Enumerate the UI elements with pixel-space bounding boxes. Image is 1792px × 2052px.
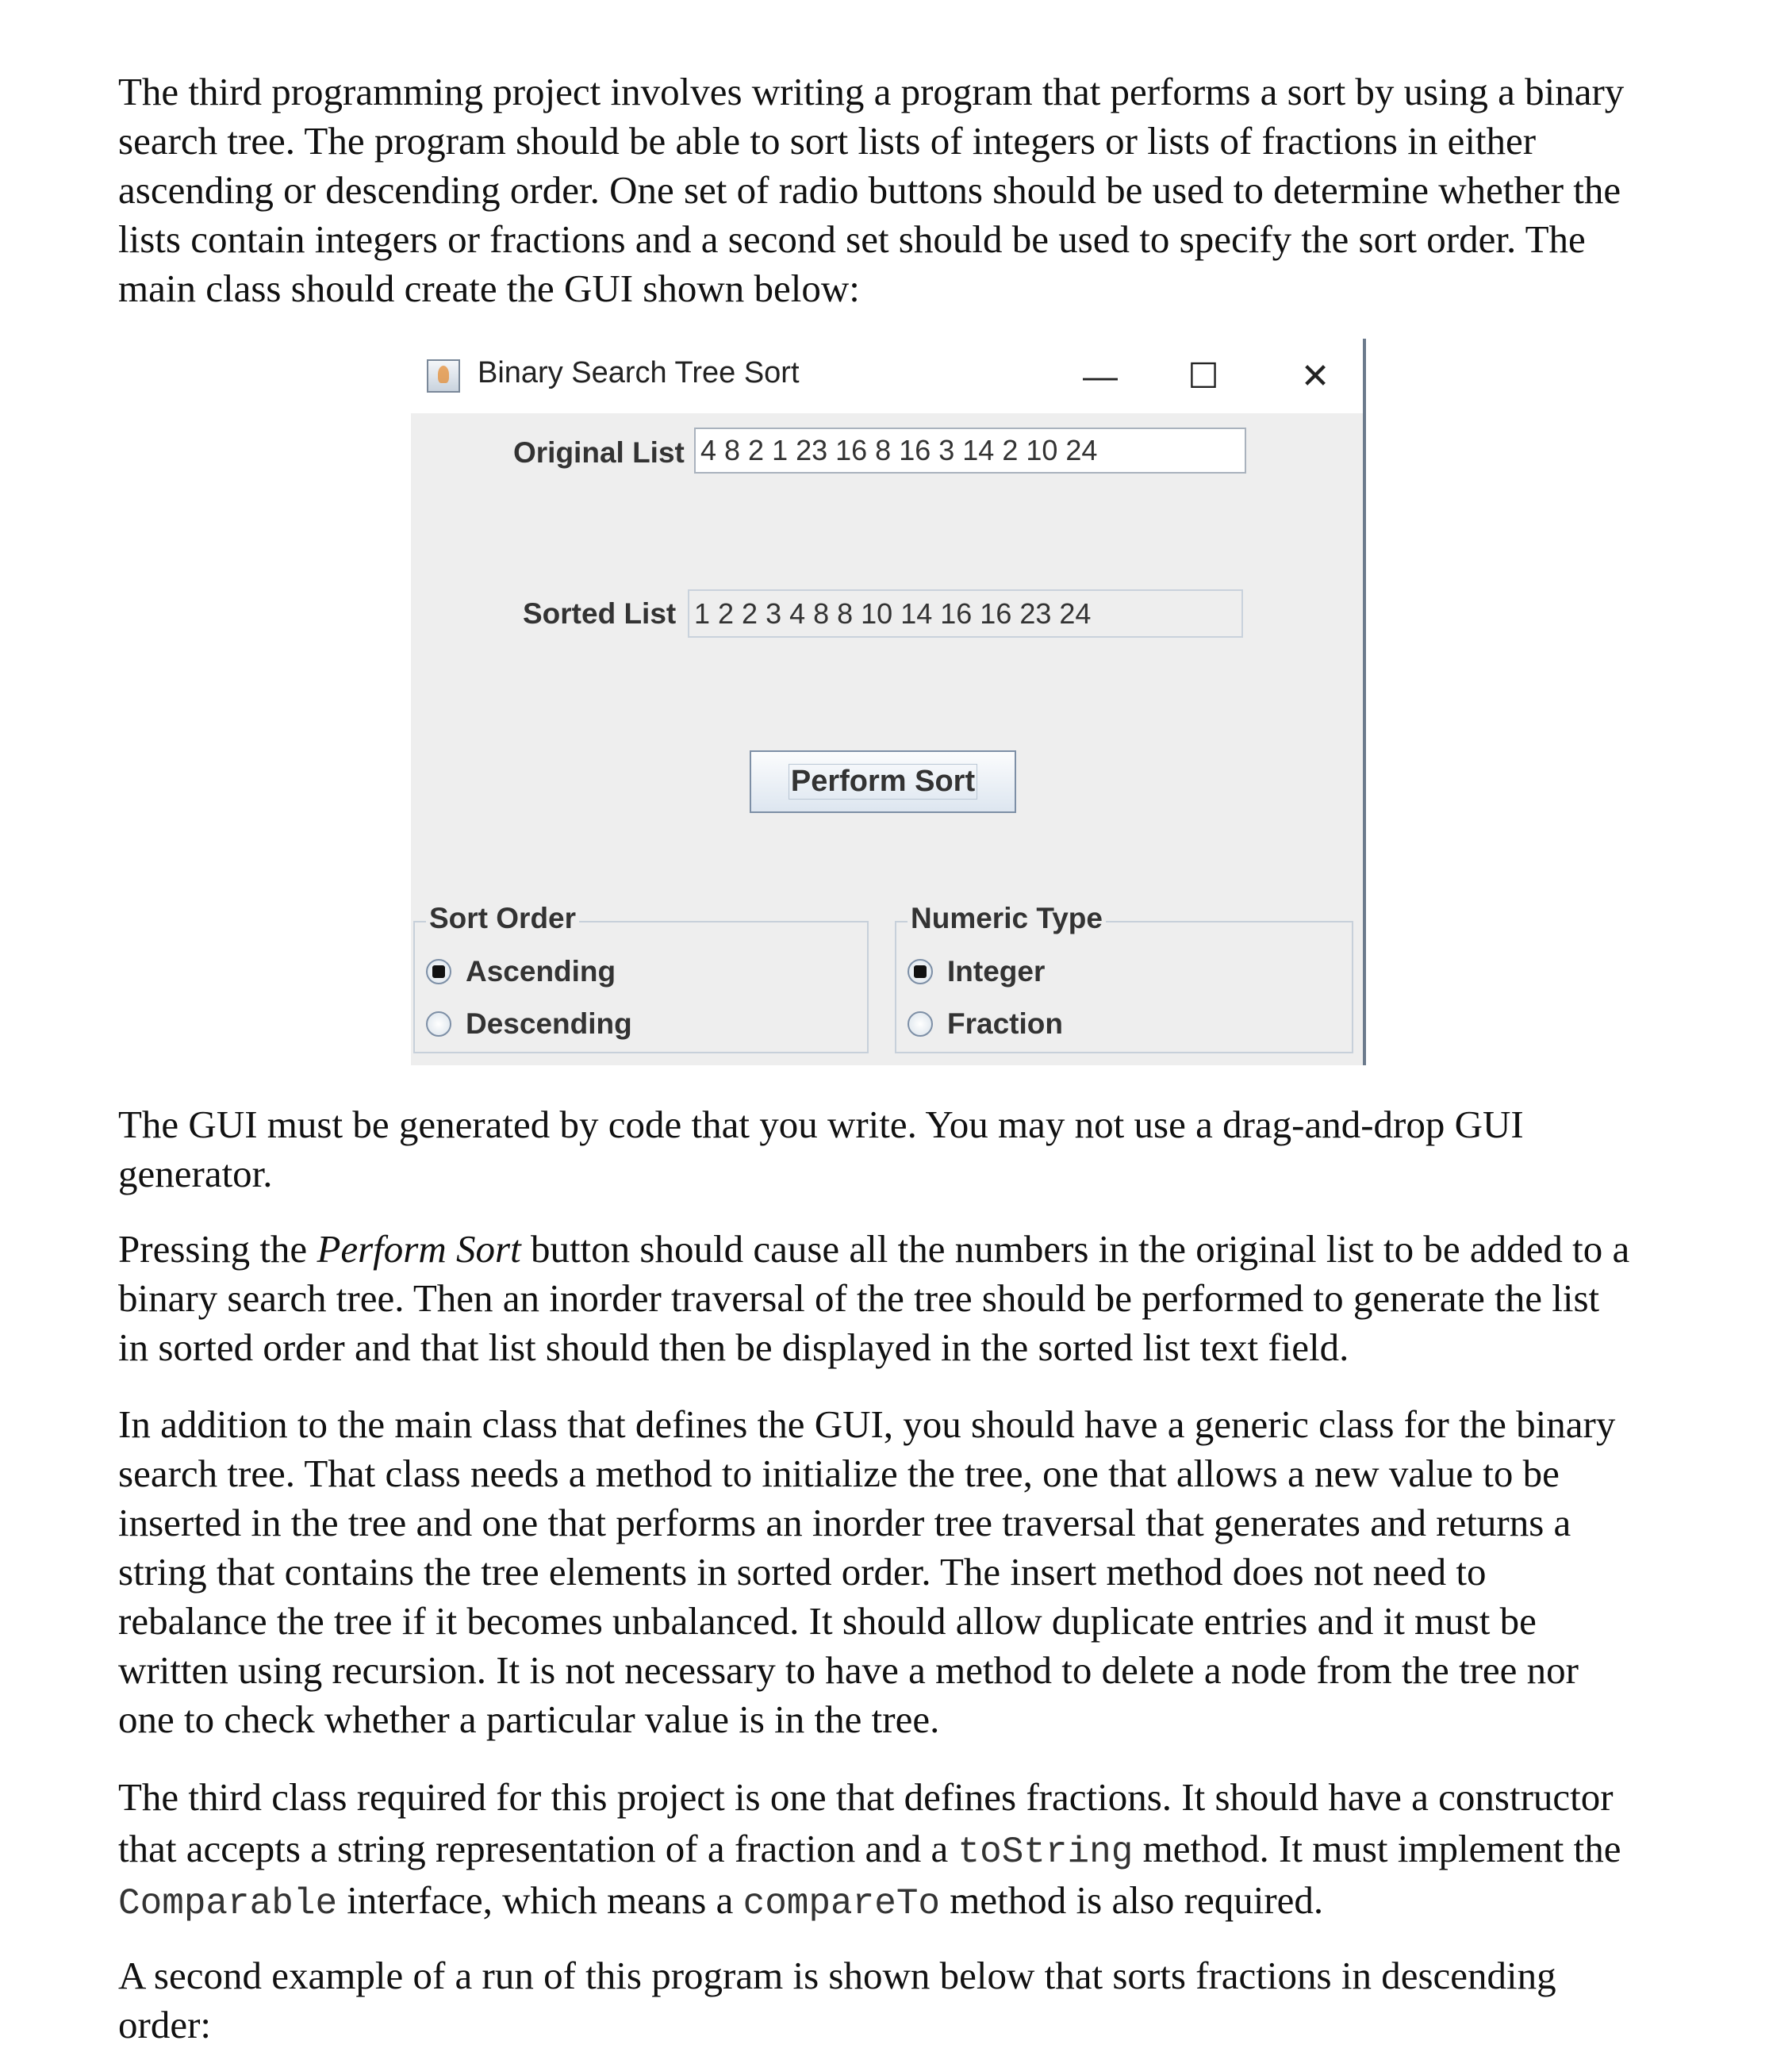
sorted-list-field: 1 2 2 3 4 8 8 10 14 16 16 23 24 [688,589,1243,638]
minimize-button[interactable]: — [1083,357,1118,396]
text-line: written using recursion. It is not necessary to have a method to delete a node from the tree nor [118,1648,1579,1692]
text-line: In addition to the main class that defines the GUI, you should have a generic class for the binary [118,1402,1616,1446]
radio-selected-icon [908,959,933,984]
maximize-button[interactable]: ☐ [1188,357,1219,396]
text-line: search tree. The program should be able to sort lists of integers or lists of fractions in either [118,119,1537,163]
text-line: The third class required for this project is one that defines fractions. It should have a constructor [118,1775,1614,1819]
bst-class-paragraph [118,1400,1615,1744]
fraction-class-paragraph [118,1771,1621,1926]
text-line: generator. [118,1152,273,1195]
radio-fraction[interactable] [908,1007,1063,1041]
intro-paragraph [118,67,1624,313]
radio-label: Integer [947,955,1046,988]
radio-unselected-icon [426,1011,451,1037]
original-list-input[interactable]: 4 8 2 1 23 16 8 16 3 14 2 10 24 [694,428,1246,474]
text-segment: interface, which means a [337,1878,743,1922]
text-segment: button should cause all the numbers in the original list to be added to a [520,1227,1630,1271]
sort-order-group [413,902,869,1053]
original-list-label: Original List [513,436,685,469]
code-comparable: Comparable [118,1883,338,1924]
radio-selected-icon [426,959,451,984]
text-segment: Pressing the [118,1227,317,1271]
text-line: in sorted order and that list should then be displayed in the sorted list text field. [118,1325,1349,1369]
radio-descending[interactable] [426,1007,632,1041]
perform-sort-label: Perform Sort [789,764,977,800]
italic-button-name: Perform Sort [317,1227,521,1271]
text-line: lists contain integers or fractions and a second set should be used to specify the sort order. The [118,217,1586,261]
code-compareto: compareTo [743,1883,941,1924]
second-example-paragraph [118,1951,1556,2050]
text-line: main class should create the GUI shown below: [118,267,860,310]
java-app-icon [427,359,460,393]
text-line: The GUI must be generated by code that you write. You may not use a drag-and-drop GUI [118,1103,1524,1146]
radio-label: Fraction [947,1007,1063,1040]
radio-label: Descending [466,1007,632,1040]
text-line: A second example of a run of this program is shown below that sorts fractions in descending [118,1954,1556,1997]
close-button[interactable]: ✕ [1300,357,1330,396]
radio-integer[interactable] [908,955,1045,988]
radio-ascending[interactable] [426,955,616,988]
numeric-type-group [895,902,1353,1053]
text-line: ascending or descending order. One set of radio buttons should be used to determine whether the [118,168,1621,212]
text-line: inserted in the tree and one that performs an inorder tree traversal that generates and returns a [118,1501,1571,1544]
text-segment: method is also required. [940,1878,1324,1922]
text-line [118,1874,1621,1926]
text-line: The third programming project involves writing a program that performs a sort by using a binary [118,70,1625,113]
perform-sort-button[interactable] [750,750,1016,813]
perform-sort-paragraph [118,1225,1629,1372]
radio-label: Ascending [466,955,616,988]
window-title: Binary Search Tree Sort [478,356,800,389]
code-tostring: toString [957,1831,1134,1873]
title-bar [411,339,1363,413]
text-line: string that contains the tree elements in sorted order. The insert method does not need to [118,1550,1487,1594]
sorted-list-label: Sorted List [523,597,677,630]
gui-requirement-paragraph [118,1100,1524,1199]
text-line: search tree. That class needs a method to initialize the tree, one that allows a new value to be [118,1452,1560,1495]
text-segment: that accepts a string representation of a fraction and a [118,1827,958,1870]
text-line: one to check whether a particular value is in the tree. [118,1697,940,1741]
text-line [118,1823,1621,1874]
text-line: rebalance the tree if it becomes unbalanced. It should allow duplicate entries and it must be [118,1599,1537,1643]
text-line: order: [118,2003,211,2046]
sort-order-title: Sort Order [426,902,579,935]
text-line: binary search tree. Then an inorder traversal of the tree should be performed to generate the list [118,1276,1600,1320]
radio-unselected-icon [908,1011,933,1037]
numeric-type-title: Numeric Type [908,902,1106,935]
text-line [118,1225,1629,1274]
text-segment: method. It must implement the [1133,1827,1621,1870]
app-window-screenshot [411,339,1366,1065]
